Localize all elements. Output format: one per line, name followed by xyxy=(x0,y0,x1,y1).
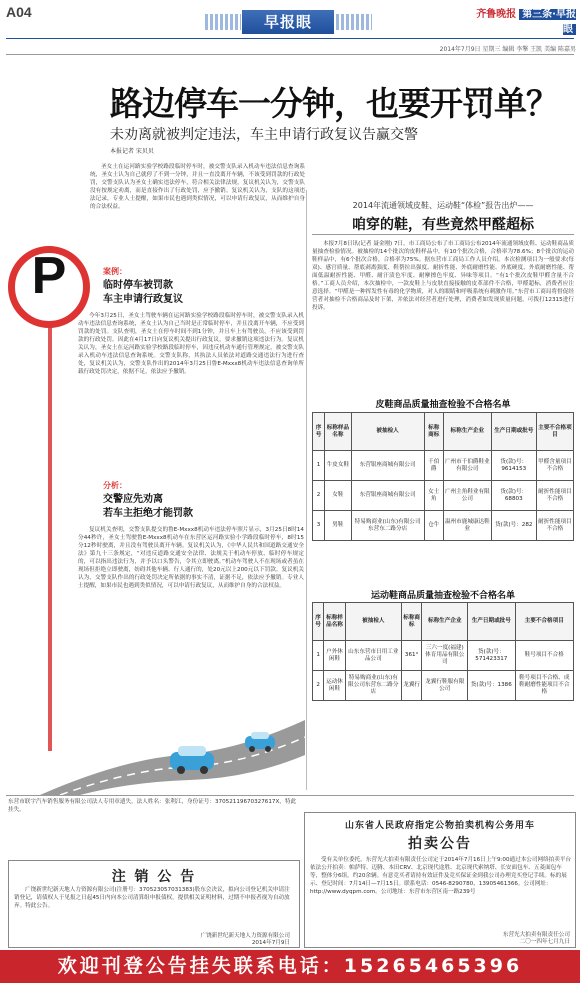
table2-cell: 货(款)号：1386 xyxy=(468,671,515,701)
table1-cell: 广州主角鞋业有限公司 xyxy=(443,481,491,511)
table2-cell: 鞋号项目不合格、成鞋耐磨性能项目不合格 xyxy=(515,671,573,701)
table1 xyxy=(312,412,574,541)
table2-cell: 三六一度(福建)体育用品有限公司 xyxy=(422,641,468,671)
table1-cell: 耐折性能项目不合格 xyxy=(536,481,573,511)
sign-pole xyxy=(48,326,52,751)
table1-cell: 牛皮女鞋 xyxy=(325,451,351,481)
table1-cell: 货(款)号：68803 xyxy=(491,481,536,511)
article-headline: 路边停车一分钟，也要开罚单？ xyxy=(110,84,558,123)
parking-letter: P xyxy=(31,247,67,305)
table1-cell: 2 xyxy=(313,481,325,511)
table1-header-cell: 标称样品名称 xyxy=(325,413,351,451)
table1-cell: 女鞋 xyxy=(325,481,351,511)
auction-notice-title: 拍卖公告 xyxy=(408,836,472,852)
table2-header-cell: 生产日期或批号 xyxy=(468,603,515,641)
table1-header-cell: 主要不合格项目 xyxy=(536,413,573,451)
report-body: 本报7月8日讯(记者 聂金刚) 7日，市工商局公布了市工商局公布2014年流通领域皮鞋、运动鞋商品质量抽查检验情况。被抽检的14个批次的皮鞋样品中，有10个批次合格，合格率为78.6%；8个批次的运动鞋样品中，有6个批次合格，合格率为75%。据东营市工商局工作人员介绍，本次检测项目为一般要求(每双)、感官质量、帮底剥离强度、鞋帮拉出强度、耐折性能、外底耐磨性能、外底硬度、外底耐磨性能、帮面低温耐折性能、甲醛、耐汗渍色牢度、耐摩擦色牢度、异味等项目。“有1个批次皮鞋甲醛含量不合格。”工商人员介绍，本次抽检中，一款皮鞋上与皮肤直接接触的皮革部件不合格，甲醛超标，消费者应注意选择。“甲醛是一种挥发性有毒的化学物质，对人的眼睛和呼吸系统有刺激作用。”东营市工商局将督促经营者对抽检不合格商品及时下架，并依法对经营者进行处理，消费者如发现质量问题，可拨打12315进行投诉。 xyxy=(312,241,574,311)
table1-header-cell: 标称生产企业 xyxy=(443,413,491,451)
table2-cell: 1 xyxy=(313,641,324,671)
issue-meta: 2014年7月9日 星期三 编辑 李擎 王凯 美编 陈嘉男 xyxy=(439,46,576,53)
table1-cell: 1 xyxy=(313,451,325,481)
table1-cell: 仓牛 xyxy=(424,511,443,541)
table1-cell: 甲醛含量项目不合格 xyxy=(536,451,573,481)
table1-header-cell: 序号 xyxy=(313,413,325,451)
deregistration-notice-body: 广饶新世纪新天地人力资源有限公司(注册号：370523057031383)股东会决议，拟向公司登记机关申请注销登记，请债权人于见报之日起45日内向本公司清算组申报债权，提供相关证明材料，过期不申报者视为自动放弃。特此公告。 xyxy=(14,887,290,909)
header-decoration-right xyxy=(336,14,372,30)
table2-cell: 龙翼行 xyxy=(401,671,422,701)
table1-header-cell: 生产日期或批号 xyxy=(491,413,536,451)
report-rule xyxy=(312,234,574,235)
table2-header-cell: 序号 xyxy=(313,603,324,641)
table1-row xyxy=(313,481,574,511)
table1-cell: 温州市鹿城康达鞋业 xyxy=(443,511,491,541)
header-decoration-left xyxy=(205,14,241,30)
table2-cell: 货(款)号：571423317 xyxy=(468,641,515,671)
brand-tag: 第三条·早报眼 xyxy=(519,9,576,35)
auction-notice-body: 受有关单位委托，东营光大拍卖有限责任公司定于2014年7月16日上午9:00通过本公司网络拍卖平台依法公开拍卖：帕萨特、迈腾、本田CRV、北京现代途胜、北京现代索纳塔、长安面包车、五菱面包车等，整体分6组，约20余辆。有意竞买者请持有效证件及竞买保证金到我公司办理竞买登记手续。标的展示、登记时间：7月14日—7月15日。联系电话：0546-8290780、13905461366。公司网址：http://www.dyqpm.com。公司地址：东营市东营区南一路239号 xyxy=(310,857,572,895)
analysis-title-2: 若车主拒绝才能罚款 xyxy=(103,508,193,519)
header-rule xyxy=(6,38,574,39)
case-title-2: 车主申请行政复议 xyxy=(103,294,183,305)
table2-header-cell: 主要不合格项目 xyxy=(515,603,573,641)
table2-title: 运动鞋商品质量抽查检验不合格名单 xyxy=(370,591,515,601)
analysis-label: 分析： xyxy=(103,481,127,490)
page-number: A04 xyxy=(6,4,32,20)
table2-cell: 2 xyxy=(313,671,324,701)
table1-cell: 广州市千伯爵鞋业有限公司 xyxy=(443,451,491,481)
analysis-body: 复议机关查明，交警支队提交的鲁E-Mxxx8机动车违法停车照片显示，3月25日8时14分44秒许，圣女土驾驶鲁E-Mxxx8机动车在东营区运河路实验小学路段临时停车，8时15分12秒时驶离，并且没有驾驶员离开车辆。复议机关认为，《中华人民共和国道路交通安全法》第九十三条规定，“对违反道路交通安全法律、法规关于机动车停放、临时停车规定的，可以指出违法行为，并予以口头警告，令其立即驶离。”机动车驾驶人不在现场或者虽在现场但拒绝立即驶离，妨碍其他车辆、行人通行的，处20元以上200元以下罚款。复议机关认为，交警支队作出的行政处罚决定所依据的事实不清，证据不足，依法应予撤销。专业人士提醒，如果市民也遇到类似情况，可以申请行政复议，从而维护自身的合法权益。 xyxy=(78,527,304,589)
table2-header-cell: 被抽检人 xyxy=(345,603,401,641)
deregistration-notice-signature: 广饶新世纪新天地人力资源有限公司 2014年7月9日 xyxy=(200,933,290,946)
case-label: 案例： xyxy=(103,267,127,276)
table2-cell: 山东东营市日用工业品公司 xyxy=(345,641,401,671)
table1-cell: 货(款)号：282 xyxy=(491,511,536,541)
table1-header-cell: 标称商标 xyxy=(424,413,443,451)
table2-cell: 运动休闲鞋 xyxy=(324,671,346,701)
table2-header-cell: 标称样品名称 xyxy=(324,603,346,641)
table2-header-cell: 标称生产企业 xyxy=(422,603,468,641)
table2-row xyxy=(313,671,574,701)
table2-cell: 特易购商业(山东)有限公司东营东二路分店 xyxy=(345,671,401,701)
report-kicker: 2014年流通领域皮鞋、运动鞋“体检”报告出炉—— xyxy=(352,201,534,210)
table1-cell: 男鞋 xyxy=(325,511,351,541)
bottom-rule xyxy=(6,795,574,796)
auction-notice-signature: 东营光大拍卖有限责任公司 二〇一四年七月九日 xyxy=(502,932,570,945)
table1-cell: 耐折性能项目不合格 xyxy=(536,511,573,541)
table1-row xyxy=(313,451,574,481)
header-rule-2 xyxy=(6,54,574,55)
table2-cell: 户外休闲鞋 xyxy=(324,641,346,671)
deregistration-notice-title: 注 销 公 告 xyxy=(111,869,197,885)
column-divider xyxy=(306,190,307,790)
table2-row xyxy=(313,641,574,671)
report-headline: 咱穿的鞋，有些竟然甲醛超标 xyxy=(352,217,534,233)
analysis-title-1: 交警应先劝离 xyxy=(103,494,163,505)
table1-title: 皮鞋商品质量抽查检验不合格名单 xyxy=(375,400,511,410)
case-body: 今年3月25日，圣女土驾驶车辆在运河路实验学校路段临时停车时，被交警支队录入机动车违法信息查询系统，圣女土认为自己当时是正常临时停车，并且没离开车辆，不应受到罚款的处罚。支队查明，圣女土在停车时间不到1分钟，并且车上有驾驶员，不应该受到罚款的行政处罚。因此在4月17日向复议机关提出行政复议，要求撤销这项违法行为。复议机关认为，圣女土在运河路实验学校路段临时停车，因违反机动车通行管理规定，被交警支队录入机动车违法信息查询系统。交警支队称，其执法人员依法对道路交通违法行为进行查处，复议机关认为，交警支队作出的2014年3月25日鲁E-Mxxx8机动车违法信息查询单所载行政处罚决定，依据不足，依法应予撤销。 xyxy=(78,313,304,375)
table2-cell: 鞋号项目不合格 xyxy=(515,641,573,671)
article-subheadline: 未劝离就被判定违法，车主申请行政复议告赢交警 xyxy=(110,127,418,143)
table1-cell: 千伯爵 xyxy=(424,451,443,481)
road-illustration xyxy=(40,700,305,795)
table2 xyxy=(312,602,574,701)
auction-organization: 山东省人民政府指定公物拍卖机构公务用车 xyxy=(344,821,535,831)
brand-name: 齐鲁晚报 xyxy=(476,9,517,20)
article-byline: 本报记者 宋贝贝 xyxy=(110,148,154,155)
table2-cell: 龙翼行鞋服有限公司 xyxy=(422,671,468,701)
lost-notice: 东营市联宇汽车销售服务有限公司法人专用章遗失，法人姓名：张利江，身份证号：37052119670327617X，特此挂失。 xyxy=(8,799,297,813)
table1-cell: 特易购商业(山东)有限公司东营东二路分店 xyxy=(351,511,424,541)
case-title-1: 临时停车被罚款 xyxy=(103,280,173,291)
table1-header-cell: 被抽检人 xyxy=(351,413,424,451)
newspaper-brand xyxy=(470,5,576,35)
car-icon xyxy=(170,746,214,774)
table1-cell: 东营银座商城有限公司 xyxy=(351,481,424,511)
footer-banner: 欢迎刊登公告挂失联系电话：15265465396 xyxy=(0,950,580,983)
table1-cell: 3 xyxy=(313,511,325,541)
article-lead: 圣女土在运河路实验学校路段临时停车时，被交警支队录入机动车违法信息查询系统，圣女土认为自己就停了不到一分钟，并且一直没离开车辆，不该受到罚款的行政处罚，交警支队认为圣女土确实违法停车，符合相关法律法规，复议机关认为，交警支队没有按规定劝离，而是直接作出了行政处罚，应予撤销。复议机关认为，支队的这项违法记录，专业人士提醒，如果市民也遇到类似情况，可以申请行政复议，从而维护自身的合法权益。 xyxy=(90,164,305,210)
table2-header-cell: 标称商标 xyxy=(401,603,422,641)
table1-row xyxy=(313,511,574,541)
table1-cell: 货(款)号：9614153 xyxy=(491,451,536,481)
section-title: 早报眼 xyxy=(242,10,334,34)
table1-cell: 东营银座商城有限公司 xyxy=(351,451,424,481)
table1-cell: 女士角 xyxy=(424,481,443,511)
table2-cell: 361° xyxy=(401,641,422,671)
